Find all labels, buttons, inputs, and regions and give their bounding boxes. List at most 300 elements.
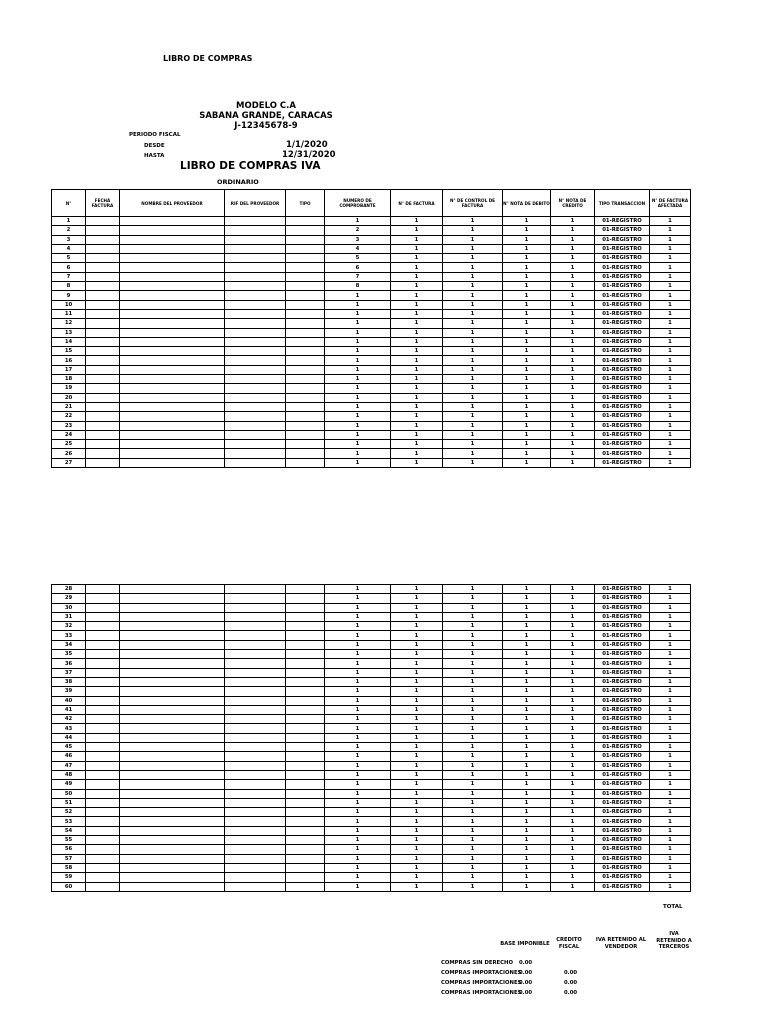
summary-base: 0.00 [519, 970, 533, 976]
numero-control-cell: 1 [443, 863, 503, 872]
tipo-transaccion-cell: 01-REGISTRO [595, 733, 650, 742]
nota-debito-cell: 1 [503, 309, 551, 318]
row-number-cell: 16 [52, 356, 86, 365]
table-row [52, 217, 691, 226]
nombre-proveedor-cell [120, 375, 225, 384]
row-number-cell: 10 [52, 300, 86, 309]
row-number-cell: 57 [52, 854, 86, 863]
rif-proveedor-cell [225, 226, 286, 235]
table-row [52, 309, 691, 318]
table-row [52, 384, 691, 393]
nota-credito-cell: 1 [551, 365, 595, 374]
factura-afectada-cell: 1 [650, 226, 691, 235]
rif-proveedor-cell [225, 715, 286, 724]
numero-factura-cell: 1 [391, 337, 443, 346]
numero-control-cell: 1 [443, 603, 503, 612]
nota-credito-cell: 1 [551, 603, 595, 612]
numero-comprobante-cell: 1 [325, 440, 391, 449]
numero-control-cell: 1 [443, 650, 503, 659]
fecha-factura-cell [86, 724, 120, 733]
tipo-cell [286, 263, 325, 272]
nombre-proveedor-cell [120, 752, 225, 761]
tipo-cell [286, 836, 325, 845]
row-number-cell: 28 [52, 585, 86, 594]
nota-credito-cell: 1 [551, 808, 595, 817]
tipo-transaccion-cell: 01-REGISTRO [595, 282, 650, 291]
numero-comprobante-cell: 1 [325, 458, 391, 467]
row-number-cell: 42 [52, 715, 86, 724]
rif-proveedor-cell [225, 594, 286, 603]
numero-factura-cell: 1 [391, 780, 443, 789]
base-imponible-header: BASE IMPONIBLE [500, 941, 550, 947]
nota-credito-cell: 1 [551, 882, 595, 891]
numero-comprobante-cell: 1 [325, 217, 391, 226]
table-row [52, 743, 691, 752]
row-number-cell: 3 [52, 235, 86, 244]
summary-credito: 0.00 [564, 970, 578, 976]
nota-credito-cell: 1 [551, 836, 595, 845]
fecha-factura-cell [86, 705, 120, 714]
nota-credito-cell: 1 [551, 845, 595, 854]
table-row [52, 808, 691, 817]
rif-proveedor-cell [225, 668, 286, 677]
nombre-proveedor-cell [120, 440, 225, 449]
rif-proveedor-cell [225, 291, 286, 300]
numero-factura-cell: 1 [391, 300, 443, 309]
factura-afectada-cell: 1 [650, 585, 691, 594]
column-header: TIPO [286, 190, 325, 217]
table-row [52, 328, 691, 337]
nombre-proveedor-cell [120, 622, 225, 631]
numero-control-cell: 1 [443, 845, 503, 854]
numero-control-cell: 1 [443, 594, 503, 603]
tipo-transaccion-cell: 01-REGISTRO [595, 724, 650, 733]
nombre-proveedor-cell [120, 808, 225, 817]
factura-afectada-cell: 1 [650, 244, 691, 253]
rif-proveedor-cell [225, 430, 286, 439]
numero-comprobante-cell: 1 [325, 715, 391, 724]
factura-afectada-cell: 1 [650, 300, 691, 309]
table-row [52, 798, 691, 807]
tipo-cell [286, 603, 325, 612]
numero-control-cell: 1 [443, 309, 503, 318]
summary-label: COMPRAS IMPORTACIONES [441, 980, 522, 986]
table-row [52, 282, 691, 291]
numero-factura-cell: 1 [391, 882, 443, 891]
numero-factura-cell: 1 [391, 668, 443, 677]
numero-factura-cell: 1 [391, 808, 443, 817]
nota-credito-cell: 1 [551, 668, 595, 677]
table-row [52, 585, 691, 594]
factura-afectada-cell: 1 [650, 603, 691, 612]
row-number-cell: 60 [52, 882, 86, 891]
company-name: MODELO C.A [236, 101, 296, 111]
tipo-cell [286, 798, 325, 807]
numero-comprobante-cell: 1 [325, 789, 391, 798]
table-row [52, 640, 691, 649]
factura-afectada-cell: 1 [650, 854, 691, 863]
numero-control-cell: 1 [443, 798, 503, 807]
tipo-transaccion-cell: 01-REGISTRO [595, 393, 650, 402]
table-row [52, 393, 691, 402]
numero-control-cell: 1 [443, 402, 503, 411]
row-number-cell: 22 [52, 412, 86, 421]
factura-afectada-cell: 1 [650, 254, 691, 263]
nota-debito-cell: 1 [503, 668, 551, 677]
nota-credito-cell: 1 [551, 263, 595, 272]
nombre-proveedor-cell [120, 384, 225, 393]
numero-comprobante-cell: 1 [325, 300, 391, 309]
tipo-transaccion-cell: 01-REGISTRO [595, 650, 650, 659]
table-row [52, 770, 691, 779]
tipo-cell [286, 402, 325, 411]
row-number-cell: 13 [52, 328, 86, 337]
nota-debito-cell: 1 [503, 808, 551, 817]
column-header: TIPO TRANSACCION [595, 190, 650, 217]
row-number-cell: 11 [52, 309, 86, 318]
nombre-proveedor-cell [120, 798, 225, 807]
numero-comprobante-cell: 8 [325, 282, 391, 291]
numero-control-cell: 1 [443, 375, 503, 384]
column-header: N° NOTA DE DEBITO [503, 190, 551, 217]
table-row [52, 300, 691, 309]
table-row [52, 430, 691, 439]
tipo-transaccion-cell: 01-REGISTRO [595, 412, 650, 421]
tipo-transaccion-cell: 01-REGISTRO [595, 687, 650, 696]
tipo-transaccion-cell: 01-REGISTRO [595, 272, 650, 281]
row-number-cell: 7 [52, 272, 86, 281]
tipo-cell [286, 375, 325, 384]
factura-afectada-cell: 1 [650, 458, 691, 467]
fecha-factura-cell [86, 845, 120, 854]
numero-factura-cell: 1 [391, 282, 443, 291]
rif-proveedor-cell [225, 789, 286, 798]
factura-afectada-cell: 1 [650, 752, 691, 761]
numero-control-cell: 1 [443, 808, 503, 817]
row-number-cell: 47 [52, 761, 86, 770]
numero-control-cell: 1 [443, 384, 503, 393]
table-row [52, 337, 691, 346]
nota-credito-cell: 1 [551, 375, 595, 384]
total-label: TOTAL [663, 904, 683, 910]
numero-control-cell: 1 [443, 761, 503, 770]
nota-credito-cell: 1 [551, 687, 595, 696]
tipo-transaccion-cell: 01-REGISTRO [595, 696, 650, 705]
fecha-factura-cell [86, 808, 120, 817]
numero-comprobante-cell: 1 [325, 705, 391, 714]
column-header: N° [52, 190, 86, 217]
nombre-proveedor-cell [120, 631, 225, 640]
table-row [52, 733, 691, 742]
nota-credito-cell: 1 [551, 696, 595, 705]
nota-debito-cell: 1 [503, 845, 551, 854]
numero-factura-cell: 1 [391, 836, 443, 845]
fecha-factura-cell [86, 650, 120, 659]
tipo-transaccion-cell: 01-REGISTRO [595, 328, 650, 337]
tipo-transaccion-cell: 01-REGISTRO [595, 854, 650, 863]
tipo-transaccion-cell: 01-REGISTRO [595, 761, 650, 770]
numero-control-cell: 1 [443, 659, 503, 668]
nota-credito-cell: 1 [551, 347, 595, 356]
column-header: NOMBRE DEL PROVEEDOR [120, 190, 225, 217]
numero-factura-cell: 1 [391, 272, 443, 281]
table-row [52, 226, 691, 235]
numero-comprobante-cell: 1 [325, 309, 391, 318]
numero-factura-cell: 1 [391, 743, 443, 752]
numero-control-cell: 1 [443, 780, 503, 789]
numero-comprobante-cell: 1 [325, 882, 391, 891]
table-row [52, 826, 691, 835]
fecha-factura-cell [86, 235, 120, 244]
numero-factura-cell: 1 [391, 659, 443, 668]
numero-comprobante-cell: 1 [325, 393, 391, 402]
tipo-cell [286, 631, 325, 640]
nota-debito-cell: 1 [503, 836, 551, 845]
tipo-transaccion-cell: 01-REGISTRO [595, 752, 650, 761]
tipo-cell [286, 282, 325, 291]
table-row [52, 402, 691, 411]
nota-debito-cell: 1 [503, 365, 551, 374]
fecha-factura-cell [86, 622, 120, 631]
nota-credito-cell: 1 [551, 319, 595, 328]
table-row [52, 272, 691, 281]
nota-debito-cell: 1 [503, 337, 551, 346]
table-row [52, 356, 691, 365]
nota-debito-cell: 1 [503, 622, 551, 631]
from-label: DESDE [144, 143, 165, 149]
numero-factura-cell: 1 [391, 650, 443, 659]
factura-afectada-cell: 1 [650, 594, 691, 603]
fecha-factura-cell [86, 402, 120, 411]
rif-proveedor-cell [225, 677, 286, 686]
fecha-factura-cell [86, 826, 120, 835]
numero-comprobante-cell: 1 [325, 770, 391, 779]
numero-control-cell: 1 [443, 724, 503, 733]
nota-debito-cell: 1 [503, 272, 551, 281]
row-number-cell: 12 [52, 319, 86, 328]
fecha-factura-cell [86, 365, 120, 374]
nota-debito-cell: 1 [503, 458, 551, 467]
nombre-proveedor-cell [120, 640, 225, 649]
nombre-proveedor-cell [120, 328, 225, 337]
factura-afectada-cell: 1 [650, 743, 691, 752]
row-number-cell: 6 [52, 263, 86, 272]
tipo-cell [286, 808, 325, 817]
nota-credito-cell: 1 [551, 430, 595, 439]
numero-control-cell: 1 [443, 319, 503, 328]
nota-debito-cell: 1 [503, 780, 551, 789]
fecha-factura-cell [86, 770, 120, 779]
nota-credito-cell: 1 [551, 715, 595, 724]
numero-comprobante-cell: 1 [325, 659, 391, 668]
tipo-transaccion-cell: 01-REGISTRO [595, 263, 650, 272]
numero-control-cell: 1 [443, 622, 503, 631]
numero-comprobante-cell: 1 [325, 733, 391, 742]
tipo-cell [286, 882, 325, 891]
numero-comprobante-cell: 1 [325, 817, 391, 826]
table-row [52, 677, 691, 686]
nombre-proveedor-cell [120, 449, 225, 458]
table-row [52, 631, 691, 640]
factura-afectada-cell: 1 [650, 337, 691, 346]
row-number-cell: 44 [52, 733, 86, 742]
numero-comprobante-cell: 1 [325, 365, 391, 374]
nota-credito-cell: 1 [551, 337, 595, 346]
fecha-factura-cell [86, 863, 120, 872]
fecha-factura-cell [86, 603, 120, 612]
numero-factura-cell: 1 [391, 402, 443, 411]
from-date: 1/1/2020 [286, 140, 328, 150]
company-rif: J-12345678-9 [234, 121, 298, 131]
tipo-cell [286, 328, 325, 337]
numero-factura-cell: 1 [391, 412, 443, 421]
nota-debito-cell: 1 [503, 585, 551, 594]
tipo-transaccion-cell: 01-REGISTRO [595, 402, 650, 411]
factura-afectada-cell: 1 [650, 263, 691, 272]
tipo-cell [286, 217, 325, 226]
numero-control-cell: 1 [443, 696, 503, 705]
nombre-proveedor-cell [120, 402, 225, 411]
tipo-transaccion-cell: 01-REGISTRO [595, 770, 650, 779]
row-number-cell: 51 [52, 798, 86, 807]
nota-debito-cell: 1 [503, 817, 551, 826]
nota-debito-cell: 1 [503, 687, 551, 696]
tipo-cell [286, 430, 325, 439]
rif-proveedor-cell [225, 798, 286, 807]
nota-credito-cell: 1 [551, 226, 595, 235]
nombre-proveedor-cell [120, 882, 225, 891]
tipo-cell [286, 585, 325, 594]
tipo-transaccion-cell: 01-REGISTRO [595, 780, 650, 789]
nota-credito-cell: 1 [551, 622, 595, 631]
nombre-proveedor-cell [120, 365, 225, 374]
row-number-cell: 15 [52, 347, 86, 356]
nota-credito-cell: 1 [551, 854, 595, 863]
tipo-transaccion-cell: 01-REGISTRO [595, 808, 650, 817]
row-number-cell: 50 [52, 789, 86, 798]
column-header: RIF DEL PROVEEDOR [225, 190, 286, 217]
numero-comprobante-cell: 1 [325, 612, 391, 621]
numero-control-cell: 1 [443, 640, 503, 649]
row-number-cell: 48 [52, 770, 86, 779]
table-row [52, 863, 691, 872]
fecha-factura-cell [86, 687, 120, 696]
nota-credito-cell: 1 [551, 705, 595, 714]
numero-factura-cell: 1 [391, 375, 443, 384]
table-row [52, 347, 691, 356]
tipo-cell [286, 826, 325, 835]
row-number-cell: 26 [52, 449, 86, 458]
table-row [52, 622, 691, 631]
rif-proveedor-cell [225, 384, 286, 393]
tipo-transaccion-cell: 01-REGISTRO [595, 291, 650, 300]
row-number-cell: 37 [52, 668, 86, 677]
rif-proveedor-cell [225, 612, 286, 621]
numero-comprobante-cell: 1 [325, 430, 391, 439]
fecha-factura-cell [86, 873, 120, 882]
nombre-proveedor-cell [120, 677, 225, 686]
factura-afectada-cell: 1 [650, 677, 691, 686]
nombre-proveedor-cell [120, 761, 225, 770]
numero-comprobante-cell: 1 [325, 640, 391, 649]
numero-comprobante-cell: 1 [325, 603, 391, 612]
fecha-factura-cell [86, 743, 120, 752]
column-header: FECHA FACTURA [86, 190, 120, 217]
fecha-factura-cell [86, 458, 120, 467]
numero-factura-cell: 1 [391, 263, 443, 272]
factura-afectada-cell: 1 [650, 826, 691, 835]
nota-debito-cell: 1 [503, 640, 551, 649]
nombre-proveedor-cell [120, 603, 225, 612]
nombre-proveedor-cell [120, 817, 225, 826]
factura-afectada-cell: 1 [650, 430, 691, 439]
numero-control-cell: 1 [443, 356, 503, 365]
fecha-factura-cell [86, 263, 120, 272]
tipo-transaccion-cell: 01-REGISTRO [595, 458, 650, 467]
fecha-factura-cell [86, 309, 120, 318]
factura-afectada-cell: 1 [650, 715, 691, 724]
row-number-cell: 55 [52, 836, 86, 845]
numero-factura-cell: 1 [391, 356, 443, 365]
tipo-transaccion-cell: 01-REGISTRO [595, 631, 650, 640]
tipo-cell [286, 863, 325, 872]
tipo-transaccion-cell: 01-REGISTRO [595, 882, 650, 891]
nota-debito-cell: 1 [503, 421, 551, 430]
summary-credito: 0.00 [564, 990, 578, 996]
factura-afectada-cell: 1 [650, 612, 691, 621]
table-row [52, 291, 691, 300]
numero-comprobante-cell: 1 [325, 622, 391, 631]
nota-debito-cell: 1 [503, 347, 551, 356]
rif-proveedor-cell [225, 882, 286, 891]
nota-credito-cell: 1 [551, 724, 595, 733]
table-row [52, 845, 691, 854]
nota-debito-cell: 1 [503, 300, 551, 309]
rif-proveedor-cell [225, 743, 286, 752]
tipo-cell [286, 696, 325, 705]
row-number-cell: 25 [52, 440, 86, 449]
numero-factura-cell: 1 [391, 430, 443, 439]
numero-factura-cell: 1 [391, 845, 443, 854]
tipo-cell [286, 319, 325, 328]
nota-credito-cell: 1 [551, 650, 595, 659]
tipo-cell [286, 244, 325, 253]
fecha-factura-cell [86, 789, 120, 798]
summary-base: 0.00 [519, 960, 533, 966]
tipo-transaccion-cell: 01-REGISTRO [595, 235, 650, 244]
nombre-proveedor-cell [120, 612, 225, 621]
numero-control-cell: 1 [443, 291, 503, 300]
nombre-proveedor-cell [120, 659, 225, 668]
tipo-transaccion-cell: 01-REGISTRO [595, 863, 650, 872]
rif-proveedor-cell [225, 393, 286, 402]
numero-factura-cell: 1 [391, 752, 443, 761]
iva-retenido-vendedor-header: IVA RETENIDO AL VENDEDOR [595, 937, 647, 950]
nota-credito-cell: 1 [551, 328, 595, 337]
tipo-transaccion-cell: 01-REGISTRO [595, 375, 650, 384]
rif-proveedor-cell [225, 817, 286, 826]
nota-debito-cell: 1 [503, 873, 551, 882]
numero-comprobante-cell: 1 [325, 291, 391, 300]
numero-comprobante-cell: 1 [325, 752, 391, 761]
rif-proveedor-cell [225, 309, 286, 318]
tipo-transaccion-cell: 01-REGISTRO [595, 300, 650, 309]
numero-comprobante-cell: 1 [325, 845, 391, 854]
factura-afectada-cell: 1 [650, 863, 691, 872]
rif-proveedor-cell [225, 705, 286, 714]
numero-comprobante-cell: 1 [325, 594, 391, 603]
numero-factura-cell: 1 [391, 696, 443, 705]
